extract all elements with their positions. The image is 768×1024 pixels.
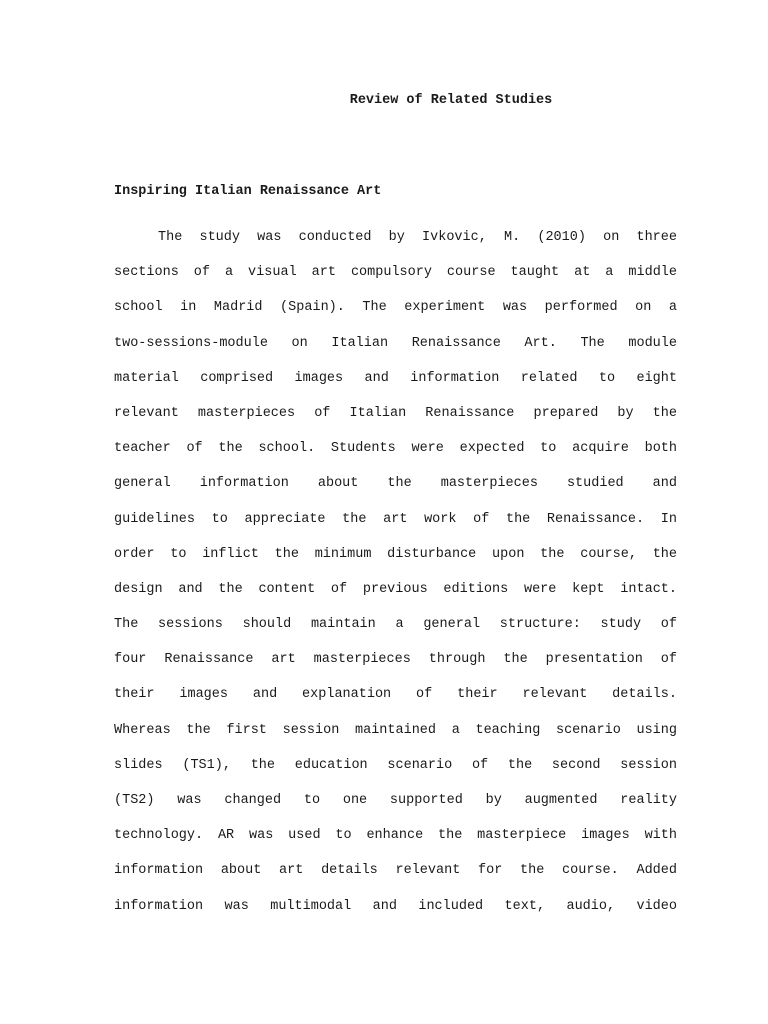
paragraph-line: teacher of the school. Students were expected to acquire both xyxy=(114,441,677,457)
paragraph-line: general information about the masterpieces studied and xyxy=(114,476,677,492)
section-heading: Inspiring Italian Renaissance Art xyxy=(114,184,382,199)
paragraph-line: The study was conducted by Ivkovic, M. (2010) on three xyxy=(158,230,677,245)
paragraph-line: four Renaissance art masterpieces through the presentation of xyxy=(114,652,677,668)
document-title: Review of Related Studies xyxy=(349,93,553,108)
paragraph-line: relevant masterpieces of Italian Renaissance prepared by the xyxy=(114,405,677,421)
paragraph-line: school in Madrid (Spain). The experiment was performed on a xyxy=(114,300,677,316)
paragraph-line: their images and explanation of their relevant details. xyxy=(114,687,677,703)
paragraph-line: technology. AR was used to enhance the masterpiece images with xyxy=(114,828,677,844)
paragraph-line: slides (TS1), the education scenario of the second session xyxy=(114,757,677,773)
paragraph-line: guidelines to appreciate the art work of the Renaissance. In xyxy=(114,511,677,527)
paragraph-line: design and the content of previous editions were kept intact. xyxy=(114,581,677,597)
paragraph-line: The sessions should maintain a general structure: study of xyxy=(114,617,677,633)
paragraph-line: order to inflict the minimum disturbance upon the course, the xyxy=(114,546,677,562)
paragraph-line: sections of a visual art compulsory course taught at a middle xyxy=(114,265,677,281)
paragraph-line: information was multimodal and included text, audio, video xyxy=(114,898,677,914)
paragraph-line: Whereas the first session maintained a teaching scenario using xyxy=(114,722,677,738)
paragraph-line: (TS2) was changed to one supported by augmented reality xyxy=(114,793,677,808)
body-paragraph xyxy=(114,229,677,933)
paragraph-line: information about art details relevant for the course. Added xyxy=(114,863,677,879)
paragraph-line: material comprised images and information related to eight xyxy=(114,370,677,386)
paragraph-line: two-sessions-module on Italian Renaissance Art. The module xyxy=(114,335,677,351)
